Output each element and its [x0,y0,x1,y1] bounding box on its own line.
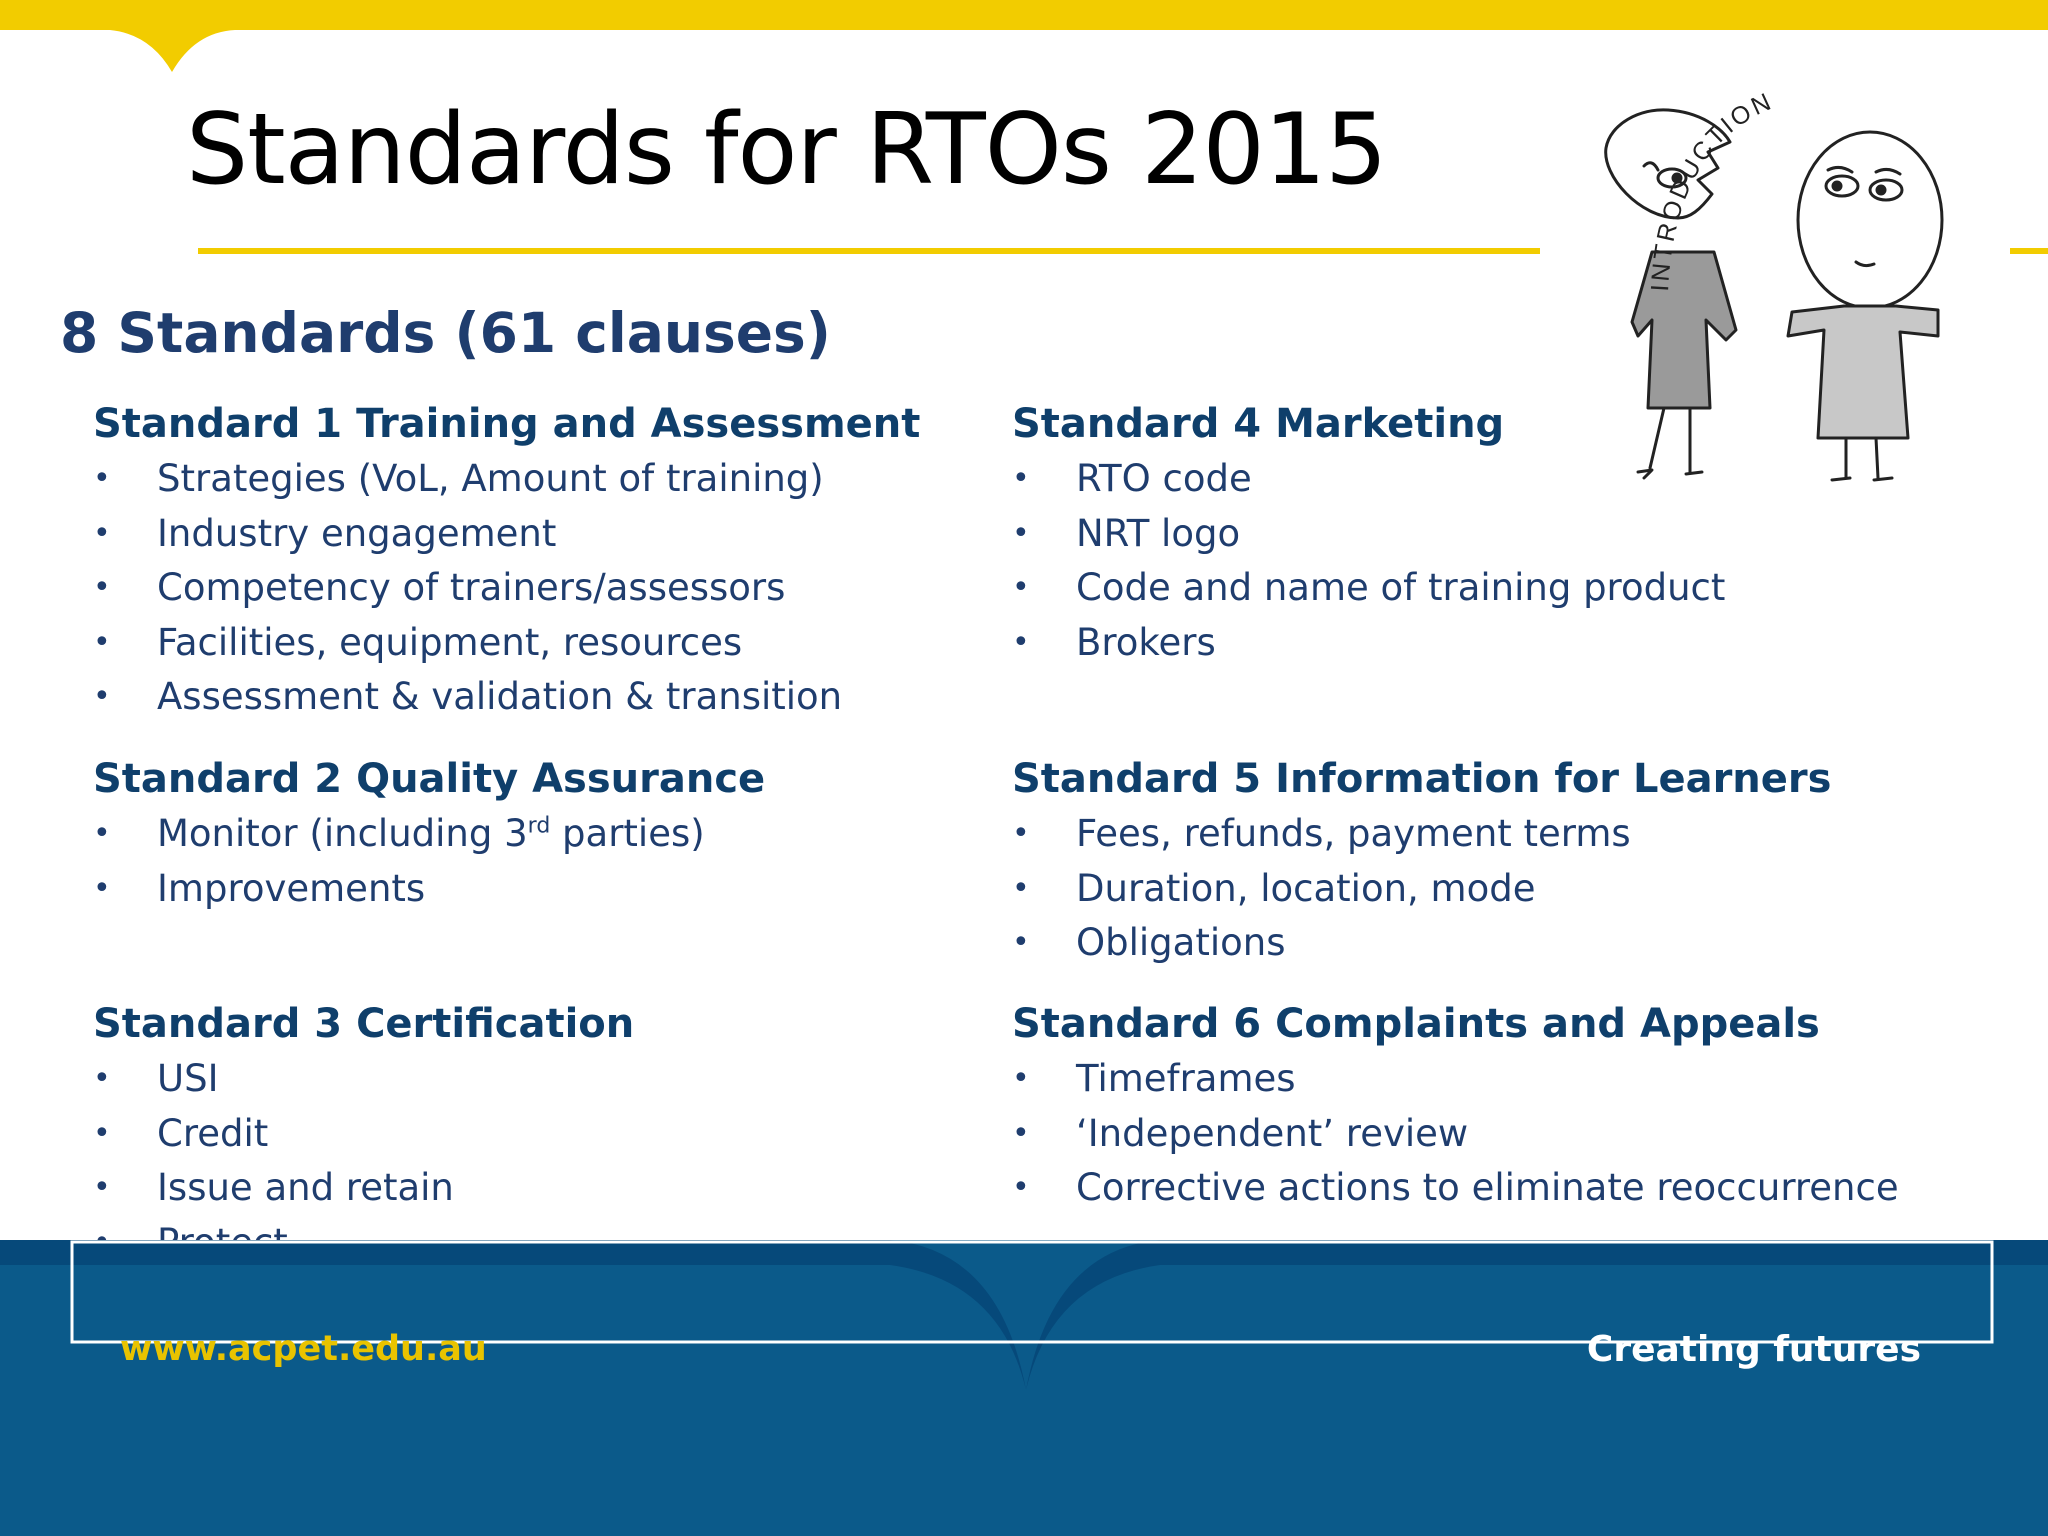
bullet-text: Assessment & validation & transition [157,675,843,719]
bullet-point: • [93,1170,111,1206]
bullet-point: • [1012,816,1030,851]
bullet-point: • [93,816,111,851]
bullet-item [1012,507,1725,562]
standard-heading: Standard 5 Information for Learners [1012,756,1832,802]
bullet-item [1012,862,1831,917]
bullet-item [93,452,920,507]
standard-heading: Standard 1 Training and Assessment [93,401,921,447]
bullet-text: Corrective actions to eliminate reoccurrence [1076,1166,1899,1210]
bullet-point: • [93,679,111,715]
bullet-item [1012,807,1831,862]
footer-band [0,1240,2048,1536]
right-person-pupil-left [1833,182,1841,190]
bullet-point: • [93,515,111,551]
bullet-point: • [1012,624,1030,660]
bullet-point: • [1012,461,1030,496]
bullet-superscript: rd [527,813,551,839]
bullet-item [93,1052,634,1107]
bullet-item [93,561,920,616]
bullet-point: • [93,870,111,906]
bullet-text: Strategies (VoL, Amount of training) [157,457,824,500]
bullet-text: Facilities, equipment, resources [157,620,743,664]
right-person-head [1798,132,1942,308]
bullet-point: • [93,461,111,496]
bullet-point: • [93,570,111,606]
standard-bullet-list [1012,807,1831,971]
standard-3-block [93,996,634,1270]
standard-6-block [1012,996,1899,1216]
slide-subtitle: 8 Standards (61 clauses) [60,301,831,365]
introduction-speech-text: INTRODUCTION [1646,86,1778,293]
standard-bullet-list [93,807,765,916]
standard-bullet-list [1012,1052,1899,1216]
standard-5-block [1012,751,1831,971]
bullet-item [1012,561,1725,616]
bullet-item [93,616,920,671]
bullet-point: • [1012,1115,1030,1151]
slide-title: Standards for RTOs 2015 [186,93,1387,207]
bullet-item [93,507,920,562]
bullet-text: RTO code [1076,457,1252,500]
bullet-item [1012,1161,1899,1216]
bullet-text: Industry engagement [157,511,557,555]
standard-bullet-list [93,452,920,725]
bullet-text: Monitor (including 3 [157,812,528,855]
bullet-point: • [1012,1170,1030,1206]
standard-heading: Standard 6 Complaints and Appeals [1012,1001,1820,1047]
bullet-item [1012,1052,1899,1107]
top-yellow-band [0,0,2048,80]
bullet-item [1012,616,1725,671]
bullet-text: Obligations [1076,921,1286,965]
footer-tagline: Creating futures [1586,1329,1921,1370]
bullet-item [93,862,765,917]
bullet-text: Timeframes [1076,1057,1296,1100]
bullet-item [1012,1107,1899,1162]
bullet-point: • [93,1061,111,1096]
footer-website-url[interactable]: www.acpet.edu.au [120,1329,487,1369]
bullet-text: Fees, refunds, payment terms [1076,812,1631,855]
bullet-point: • [93,1115,111,1151]
bullet-text: ‘Independent’ review [1076,1111,1469,1155]
bullet-item [93,1107,634,1162]
standard-heading: Standard 4 Marketing [1012,401,1505,447]
yellow-band-shape [0,0,2048,72]
bullet-text: Code and name of training product [1076,566,1726,610]
bullet-item [1012,916,1831,971]
standard-heading: Standard 3 Certification [93,1001,635,1047]
standard-1-block [93,396,920,725]
bullet-text: Duration, location, mode [1076,866,1536,910]
bullet-item [93,1161,634,1216]
bullet-text: Competency of trainers/assessors [157,566,786,610]
bullet-text: Improvements [157,866,426,910]
standard-2-block [93,751,765,916]
bullet-text: Issue and retain [157,1166,454,1210]
introduction-cartoon-illustration [1540,70,2010,500]
bullet-item [93,670,920,725]
footer-background [0,1240,2048,1536]
standard-bullet-list [93,1052,634,1270]
bullet-text: USI [157,1057,219,1100]
bullet-point: • [1012,1061,1030,1096]
bullet-point: • [1012,925,1030,961]
bullet-text-continued: parties) [550,812,705,855]
bullet-item [93,807,765,862]
bullet-point: • [1012,570,1030,606]
standard-heading: Standard 2 Quality Assurance [93,756,766,802]
right-person-pupil-right [1877,186,1885,194]
bullet-text: NRT logo [1076,511,1241,555]
bullet-point: • [1012,870,1030,906]
bullet-point: • [1012,515,1030,551]
bullet-text: Credit [157,1111,269,1155]
bullet-point: • [93,624,111,660]
bullet-text: Brokers [1076,620,1216,664]
